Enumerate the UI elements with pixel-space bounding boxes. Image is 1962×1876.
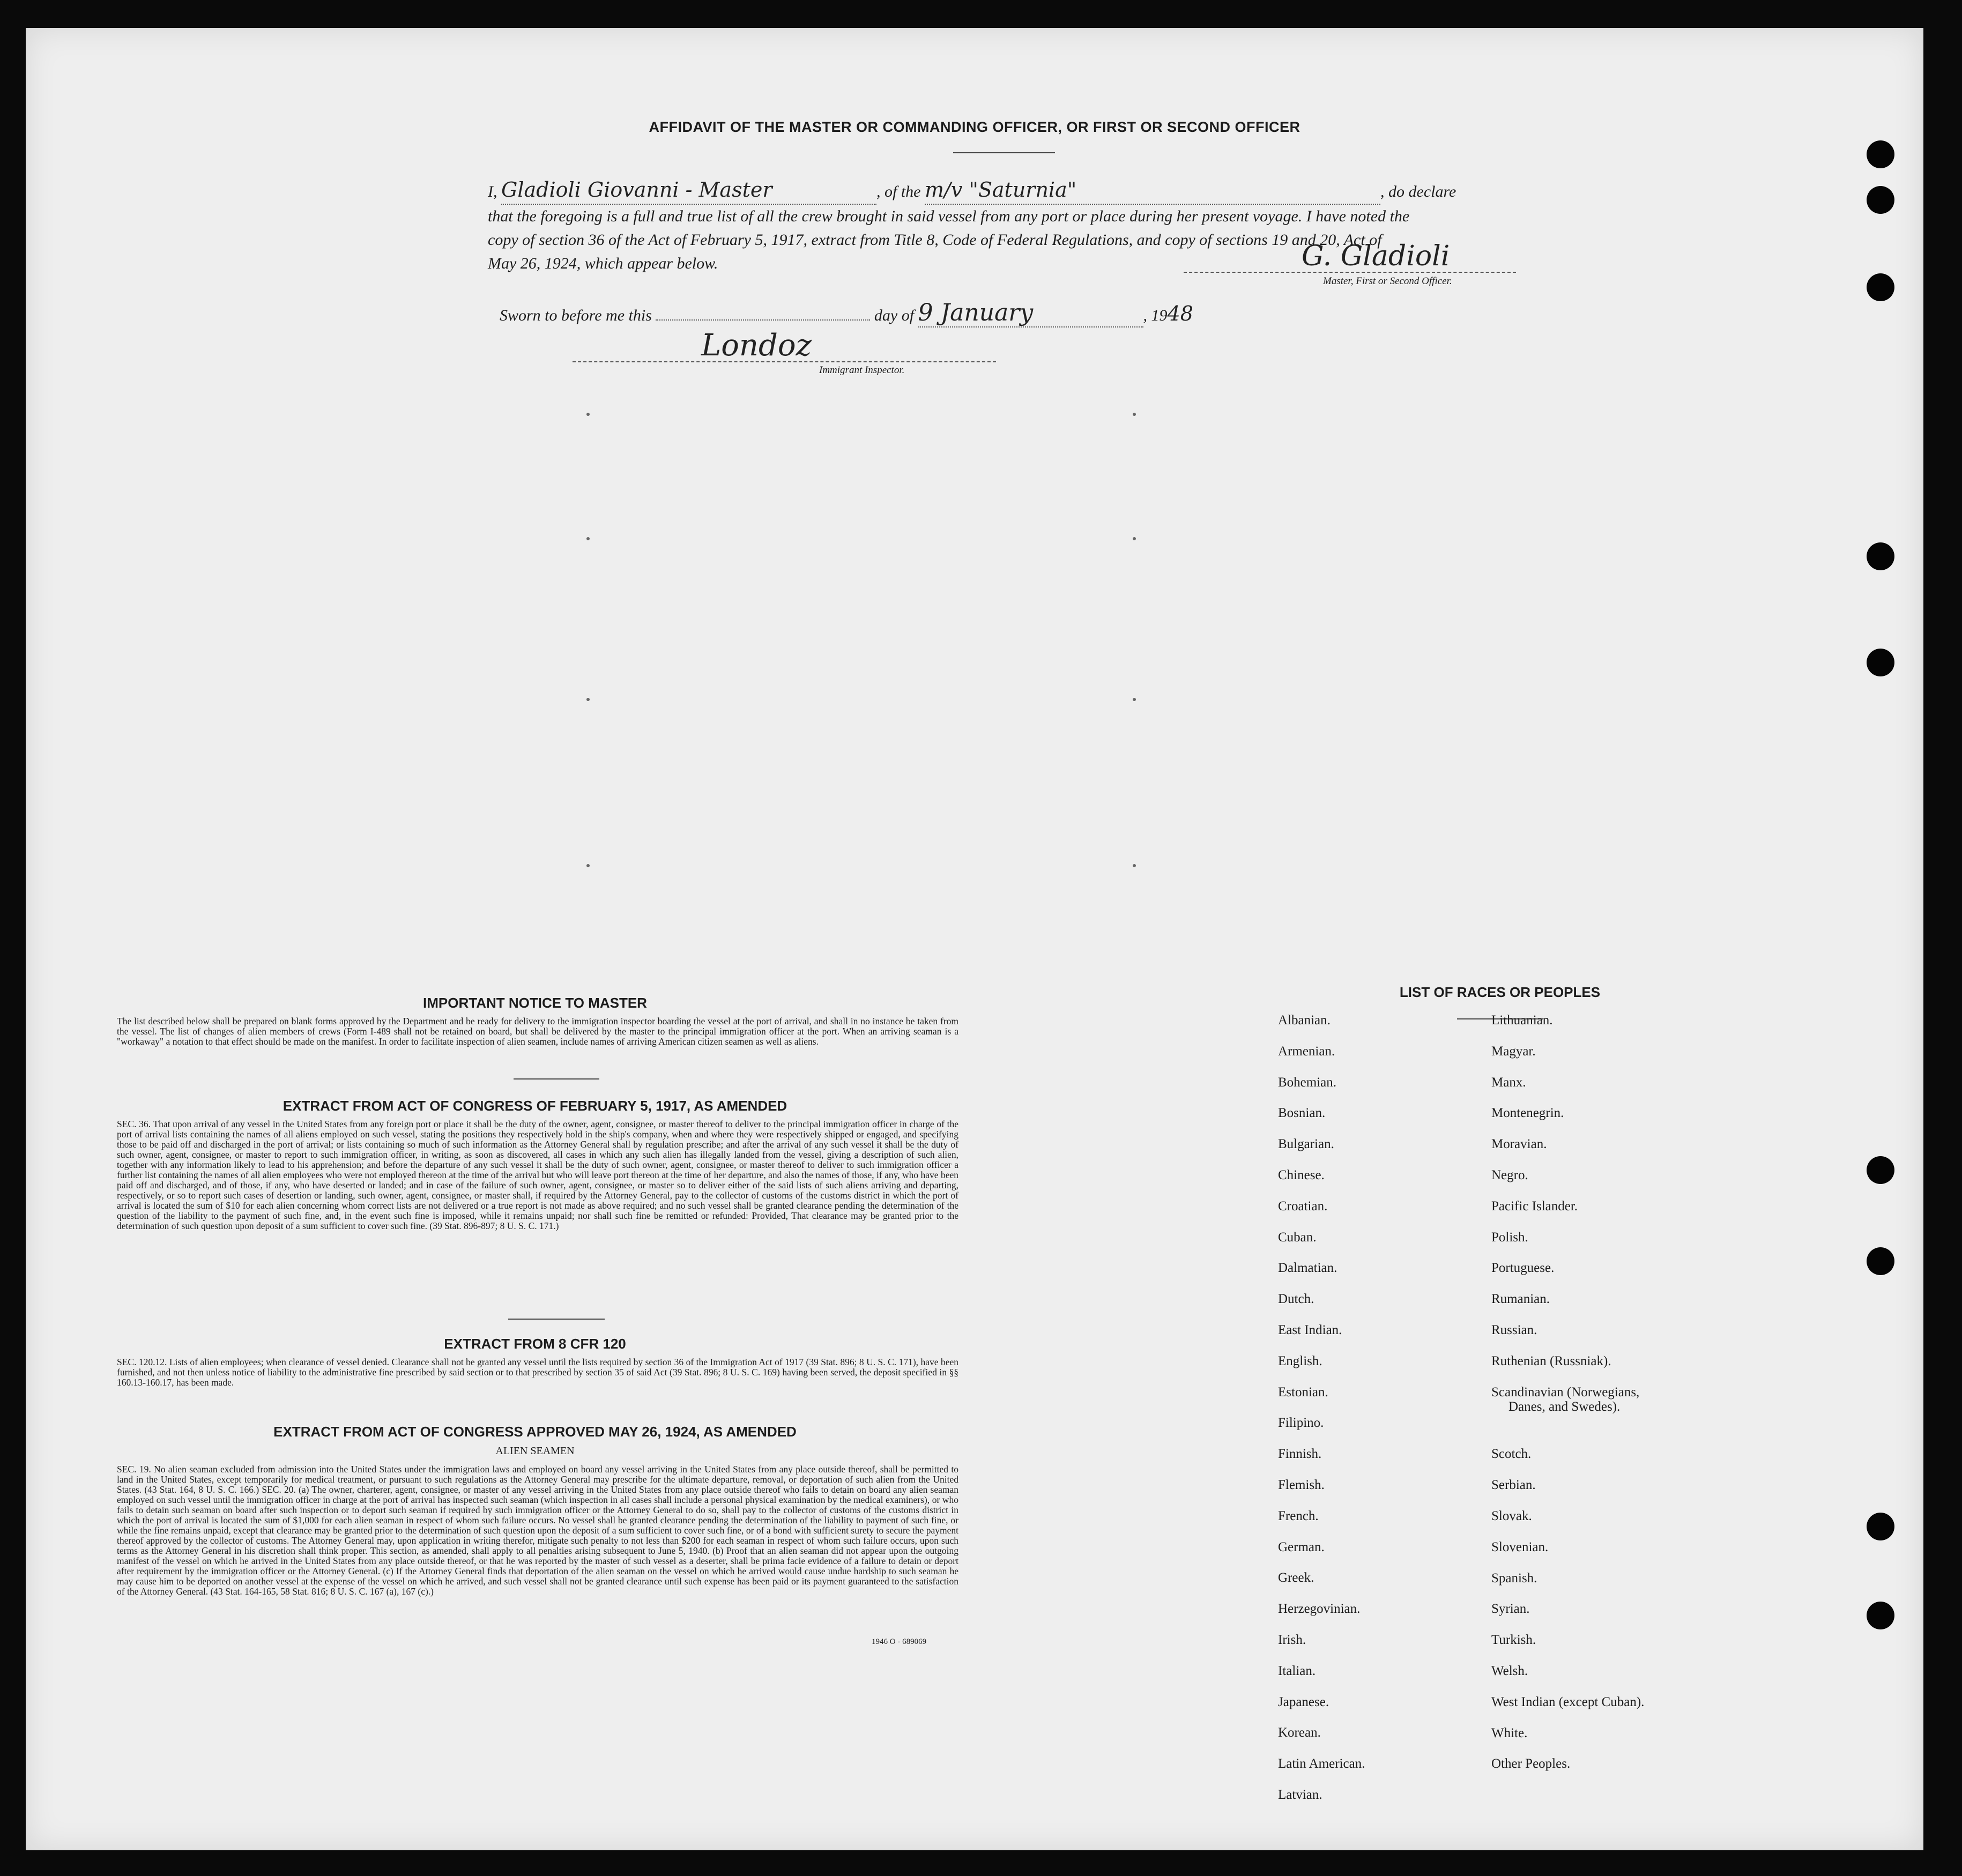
notice-text: The list described below shall be prepared on blank forms approved by the Department and be ready for delivery to the immigration inspector boarding the vessel at the port of arrival, and shall in no instance be taken from the vessel. The list of changes of alien members of crews (Form I-489 shall not be retained on board, but shall be delivered by the master to the principal immigration officer at the port. When an arriving seaman is a "workaway" a notation to that effect should be made on the manifest. In order to facilitate inspection of alien seamen, include names of arriving American citizen seamen as well as aliens. bbox=[117, 1016, 958, 1047]
sworn-line bbox=[500, 299, 1193, 327]
race-item: Japanese. bbox=[1278, 1694, 1329, 1709]
dot-mark bbox=[1133, 864, 1136, 867]
officer-caption: Master, First or Second Officer. bbox=[1323, 276, 1452, 287]
affidavit-line-3: copy of section 36 of the Act of February 5, 1917, extract from Title 8, Code of Federal Regulations, and copy of sections 19 and 20, Act of bbox=[488, 231, 1382, 249]
affidavit-line-2: that the foregoing is a full and true list of all the crew brought in said vessel from any port or place during her present voyage. I have noted the bbox=[488, 207, 1410, 225]
race-item: Polish. bbox=[1491, 1230, 1528, 1245]
race-item: Manx. bbox=[1491, 1075, 1526, 1090]
affidavit-line-4: May 26, 1924, which appear below. bbox=[488, 255, 718, 272]
day-of-label: day of bbox=[874, 307, 915, 324]
race-item: Syrian. bbox=[1491, 1602, 1530, 1617]
dot-mark bbox=[586, 698, 590, 701]
race-item: Filipino. bbox=[1278, 1416, 1324, 1431]
inspector-caption: Immigrant Inspector. bbox=[819, 364, 905, 376]
race-item: West Indian (except Cuban). bbox=[1491, 1694, 1645, 1709]
race-item: Albanian. bbox=[1278, 1013, 1331, 1028]
race-item: Bosnian. bbox=[1278, 1106, 1326, 1121]
race-item: Other Peoples. bbox=[1491, 1756, 1571, 1771]
race-item: Russian. bbox=[1491, 1323, 1537, 1337]
sworn-prefix: Sworn to before me this bbox=[500, 307, 652, 324]
dot-mark bbox=[1133, 698, 1136, 701]
binder-hole bbox=[1867, 140, 1894, 168]
race-item: Italian. bbox=[1278, 1663, 1316, 1678]
of-the-label: , of the bbox=[876, 183, 921, 200]
race-item: Bulgarian. bbox=[1278, 1137, 1334, 1152]
extract-cfr-title: EXTRACT FROM 8 CFR 120 bbox=[444, 1336, 626, 1352]
race-item: Finnish. bbox=[1278, 1447, 1322, 1462]
race-item: Scotch. bbox=[1491, 1447, 1532, 1462]
notice-divider bbox=[514, 1078, 599, 1080]
vessel-name-field[interactable] bbox=[925, 178, 1380, 205]
races-title: LIST OF RACES OR PEOPLES bbox=[1399, 984, 1601, 1000]
race-item: Scandinavian (Norwegians, bbox=[1491, 1384, 1640, 1399]
race-item: Korean. bbox=[1278, 1725, 1321, 1740]
extract-1917-text: SEC. 36. That upon arrival of any vessel in the United States from any foreign port or place it shall be the duty of the owner, agent, consignee, or master thereof to deliver to the principal immigration officer in charge of the port of arrival lists containing the names of all aliens employed on such vessel, stating the positions they respectively hold in the ship's company, when and where they were respectively shipped or engaged, and specifying those to be paid off and discharged in the port of arrival; or lists containing so much of such information as the Attorney General shall by regulation prescribe; and after the arrival of any such vessel it shall be the duty of such owner, agent, consignee, or master to report to such immigration officer, in writing, as soon as discovered, all cases in which any such alien has illegally landed from the vessel, giving a description of such alien, together with any information likely to lead to his apprehension; and before the departure of any such vessel it shall be the duty of such owner, agent, consignee, or master thereof to deliver to such immigration officer a further list containing the names of all alien employees who were not employed thereon at the time of the arrival but who will leave port thereon at the time of her departure, and also the names of those, if any, who have been paid off and discharged, and of those, if any, who have deserted or landed; and in case of the failure of such owner, agent, consignee, or master so to deliver either of the said lists of such aliens arriving and departing, respectively, or so to report such cases of desertion or landing, such owner, agent, consignee, or master shall, if required by the Attorney General, pay to the collector of customs of the customs district in which the port of arrival is located the sum of $10 for each alien concerning whom correct lists are not delivered or a true report is not made as above required; and no such vessel shall be granted clearance pending the determination of the question of the liability to the payment of such fine, and, in the event such fine is imposed, while it remains unpaid; nor shall such fine be remitted or refunded: Provided, That clearance may be granted prior to the determination of such question upon deposit of a sum sufficient to cover such fine. (39 Stat. 896-897; 8 U. S. C. 171.) bbox=[117, 1119, 958, 1231]
sworn-date-value: 9 January bbox=[918, 299, 1034, 326]
affidavit-prefix: I, bbox=[488, 183, 497, 200]
race-item: Portuguese. bbox=[1491, 1261, 1555, 1276]
binder-hole bbox=[1867, 273, 1894, 301]
inspector-signature-line bbox=[573, 361, 996, 362]
binder-hole bbox=[1867, 1602, 1894, 1629]
extract-1924-title: EXTRACT FROM ACT OF CONGRESS APPROVED MAY 26, 1924, AS AMENDED bbox=[273, 1424, 797, 1440]
race-item: White. bbox=[1491, 1725, 1528, 1740]
inspector-signature: Londoz bbox=[701, 328, 812, 363]
race-item: East Indian. bbox=[1278, 1323, 1342, 1337]
race-item: Chinese. bbox=[1278, 1168, 1325, 1182]
form-title: AFFIDAVIT OF THE MASTER OR COMMANDING OFFICER, OR FIRST OR SECOND OFFICER bbox=[649, 119, 1300, 135]
do-declare-label: , do declare bbox=[1380, 183, 1456, 200]
extract-1924-text: SEC. 19. No alien seaman excluded from admission into the United States under the immigration laws and employed on board any vessel arriving in the United States from any place outside thereof, shall be permitted to land in the United States, except temporarily for medical treatment, or pursuant to such regulations as the Attorney General may prescribe for the ultimate departure, removal, or deportation of such alien from the United States. (43 Stat. 164, 8 U. S. C. 166.) SEC. 20. (a) The owner, charterer, agent, consignee, or master of any vessel arriving in the United States from any place outside thereof who fails to detain on board any alien seaman employed on such vessel until the immigration officer in charge at the port of arrival has inspected such seaman (which inspection in all cases shall include a personal physical examination by the medical examiners), or who fails to detain such seaman on board after such inspection or to deport such seaman if required by such immigration officer or the Attorney General to do so, shall pay to the collector of customs of the customs district in which the port of arrival is located the sum of $1,000 for each alien seaman in respect of whom such failure occurs. No vessel shall be granted clearance pending the determination of the liability to payment of such fine, or while the fine remains unpaid, except that clearance may be granted prior to the determination of such question upon the deposit of a sum sufficient to cover such fine, or of a bond with sufficient surety to secure the payment thereof approved by the collector of customs. The Attorney General may, upon application in writing therefor, mitigate such penalty to not less than $200 for each seaman in respect of whom such failure occurs, upon such terms as the Attorney General in his discretion shall think proper. This section, as amended, shall apply to all penalties arising subsequent to June 5, 1940. (b) Proof that an alien seaman did not appear upon the outgoing manifest of the vessel on which he arrived in the United States from any place outside thereof, or that he was reported by the master of such vessel as a deserter, shall be prima facie evidence of a failure to detain or deport after requirement by the immigration officer or the Attorney General. (c) If the Attorney General finds that deportation of the alien seaman on the vessel on which he arrived would cause undue hardship to such seaman he may cause him to be deported on another vessel at the expense of the vessel on which he arrived, and such vessel shall not be granted clearance until such expense has been paid or its payment guaranteed to the satisfaction of the Attorney General. (43 Stat. 164-165, 58 Stat. 816; 8 U. S. C. 167 (a), 167 (c).) bbox=[117, 1464, 958, 1597]
race-item: Pacific Islander. bbox=[1491, 1198, 1578, 1214]
race-item: Montenegrin. bbox=[1491, 1106, 1564, 1121]
vessel-name-value: m/v "Saturnia" bbox=[925, 178, 1077, 202]
race-item: Lithuanian. bbox=[1491, 1013, 1553, 1028]
race-item: Danes, and Swedes). bbox=[1508, 1399, 1621, 1415]
binder-hole bbox=[1867, 186, 1894, 214]
dot-mark bbox=[586, 537, 590, 540]
binder-hole bbox=[1867, 1247, 1894, 1275]
race-item: English. bbox=[1278, 1353, 1322, 1368]
master-name-field[interactable] bbox=[501, 178, 876, 205]
dot-mark bbox=[586, 413, 590, 416]
race-item: Dutch. bbox=[1278, 1292, 1314, 1307]
race-item: Slovak. bbox=[1491, 1509, 1532, 1523]
binder-hole bbox=[1867, 649, 1894, 676]
race-item: Magyar. bbox=[1491, 1044, 1536, 1059]
race-item: Bohemian. bbox=[1278, 1075, 1337, 1090]
race-item: Turkish. bbox=[1491, 1633, 1536, 1648]
race-item: Spanish. bbox=[1491, 1570, 1537, 1585]
binder-hole bbox=[1867, 1156, 1894, 1184]
sworn-date-field[interactable] bbox=[918, 299, 1143, 327]
race-item: Welsh. bbox=[1491, 1664, 1528, 1678]
race-item: Greek. bbox=[1278, 1570, 1314, 1585]
sworn-day-field[interactable] bbox=[656, 319, 870, 321]
race-item: Latvian. bbox=[1278, 1788, 1322, 1802]
dot-mark bbox=[1133, 537, 1136, 540]
extract-1917-divider bbox=[508, 1319, 605, 1320]
master-name-value: Gladioli Giovanni - Master bbox=[501, 178, 772, 202]
race-item: Irish. bbox=[1278, 1633, 1306, 1647]
race-item: Cuban. bbox=[1278, 1230, 1317, 1245]
document-page bbox=[26, 28, 1923, 1850]
race-item: Rumanian. bbox=[1491, 1292, 1550, 1307]
race-item: Dalmatian. bbox=[1278, 1261, 1337, 1276]
race-item: Flemish. bbox=[1278, 1478, 1325, 1492]
extract-1917-title: EXTRACT FROM ACT OF CONGRESS OF FEBRUARY 5, 1917, AS AMENDED bbox=[283, 1098, 787, 1114]
race-item: Negro. bbox=[1491, 1168, 1528, 1182]
race-item: Ruthenian (Russniak). bbox=[1491, 1353, 1611, 1368]
dot-mark bbox=[1133, 413, 1136, 416]
race-item: Moravian. bbox=[1491, 1137, 1547, 1152]
dot-mark bbox=[586, 864, 590, 867]
race-item: German. bbox=[1278, 1539, 1325, 1554]
race-item: Slovenian. bbox=[1491, 1539, 1549, 1554]
year-value: 48 bbox=[1167, 302, 1193, 325]
race-item: Herzegovinian. bbox=[1278, 1602, 1361, 1617]
race-item: Estonian. bbox=[1278, 1384, 1328, 1399]
print-code: 1946 O - 689069 bbox=[872, 1637, 927, 1646]
binder-hole bbox=[1867, 1513, 1894, 1540]
notice-title: IMPORTANT NOTICE TO MASTER bbox=[423, 995, 647, 1011]
extract-1924-subtitle: ALIEN SEAMEN bbox=[495, 1445, 575, 1457]
title-divider bbox=[953, 152, 1055, 153]
officer-signature: G. Gladioli bbox=[1302, 240, 1450, 272]
extract-cfr-text: SEC. 120.12. Lists of alien employees; when clearance of vessel denied. Clearance shall not be granted any vessel until the lists required by section 36 of the Immigration Act of 1917 (39 Stat. 896; 8 U. S. C. 171), have been furnished, and not then unless notice of liability to the administrative fine prescribed by said section or to that prescribed by section 35 of said Act (39 Stat. 896; 8 U. S. C. 169) having been served, the deposit specified in §§ 160.13-160.17, has been made. bbox=[117, 1357, 958, 1388]
race-item: Latin American. bbox=[1278, 1756, 1365, 1771]
race-item: Serbian. bbox=[1491, 1478, 1536, 1493]
race-item: Croatian. bbox=[1278, 1198, 1328, 1214]
race-item: French. bbox=[1278, 1508, 1319, 1523]
race-item: Armenian. bbox=[1278, 1044, 1335, 1059]
year-prefix: , 19 bbox=[1143, 307, 1168, 324]
binder-hole bbox=[1867, 542, 1894, 570]
